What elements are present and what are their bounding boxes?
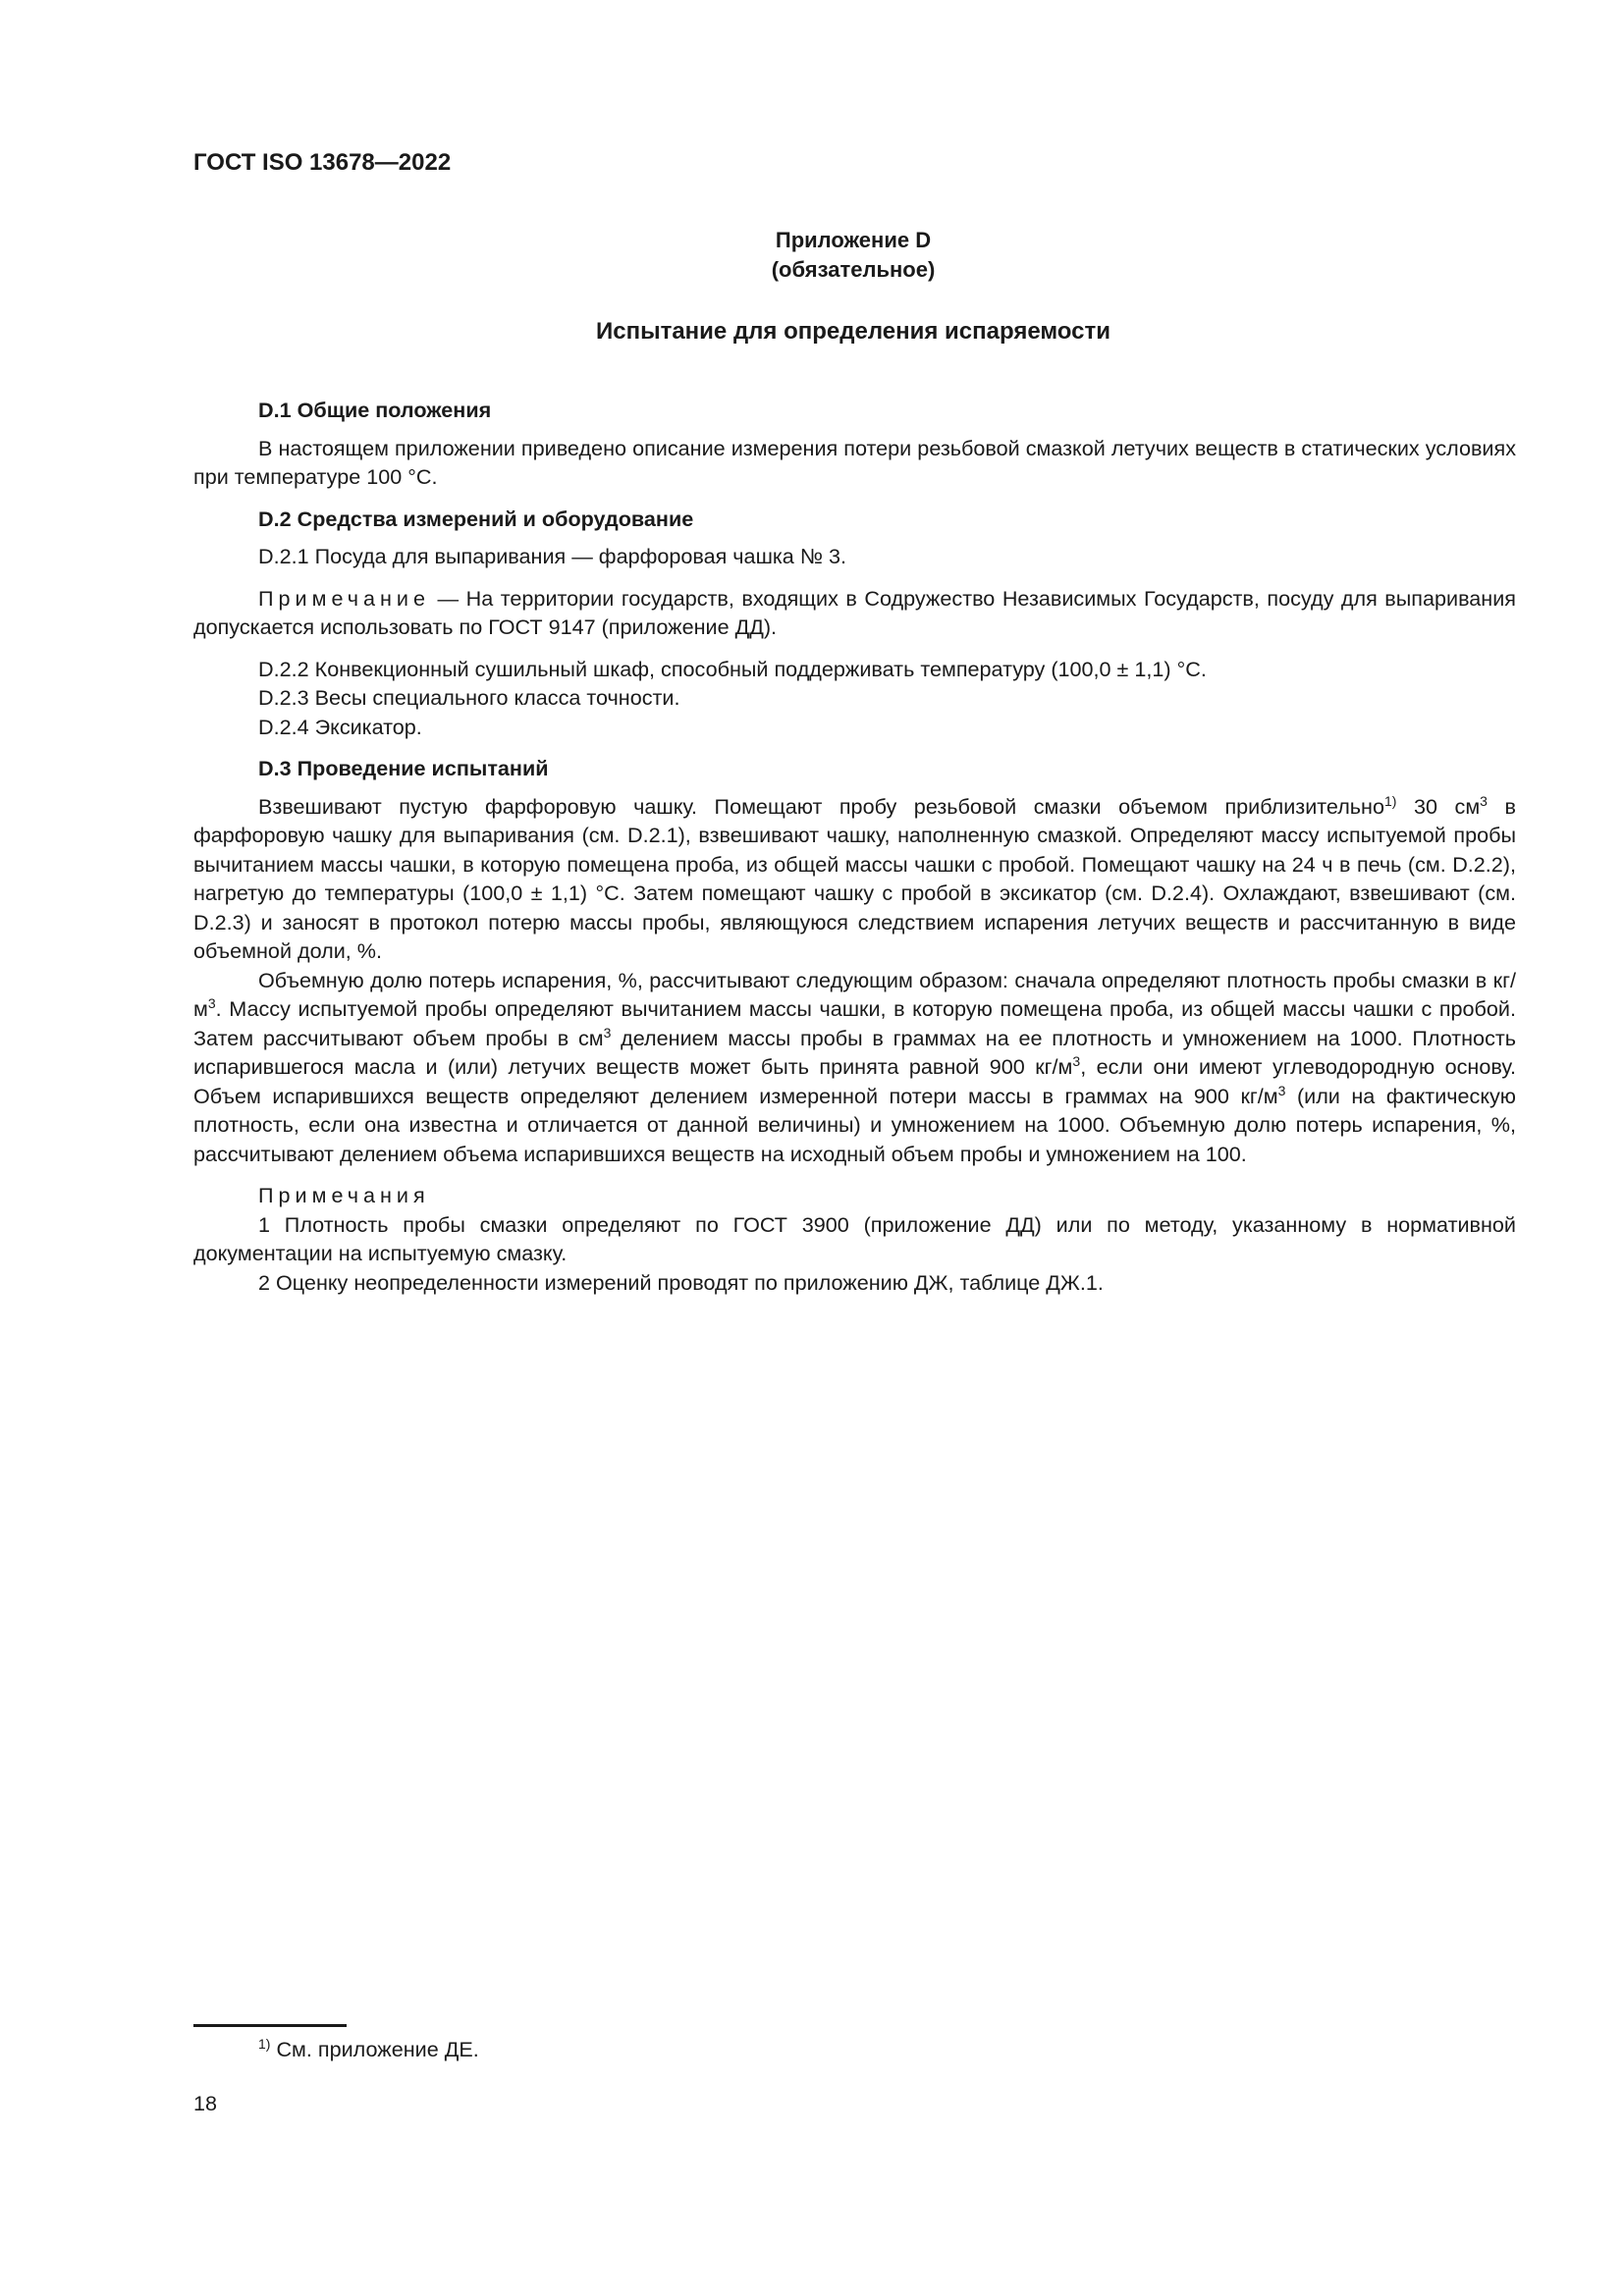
item-d2-4: D.2.4 Эксикатор.	[258, 714, 422, 739]
section-d3-heading: D.3 Проведение испытаний	[258, 756, 549, 780]
notes-label: Примечания	[258, 1183, 430, 1207]
document-body	[193, 396, 1516, 1297]
note-d2-1	[193, 584, 1516, 642]
appendix-title-block	[193, 226, 1513, 285]
note-2: 2 Оценку неопределенности измерений проводят по приложению ДЖ, таблице ДЖ.1.	[258, 1269, 1104, 1295]
section-d2-heading: D.2 Средства измерений и оборудование	[258, 506, 694, 531]
footnote	[258, 2037, 479, 2062]
footnote-rule	[193, 2024, 347, 2027]
appendix-heading: Испытание для определения испаряемости	[595, 318, 1110, 345]
section-d1-text: В настоящем приложении приведено описание измерения потери резьбовой смазкой летучих веществ в статических условиях при температуре 100 °С.	[193, 435, 1516, 489]
footnote-text: См. приложение ДЕ.	[270, 2037, 479, 2061]
note-text: — На территории государств, входящих в Содружество Независимых Государств, посуду для выпаривания допускается использовать по ГОСТ 9147 (приложение ДД).	[193, 585, 1516, 639]
item-d2-1: D.2.1 Посуда для выпаривания — фарфоровая чашка № 3.	[258, 544, 846, 568]
footnote-reference: 1)	[1383, 792, 1397, 809]
footnote-mark: 1)	[258, 2036, 271, 2052]
note-label: Примечание	[258, 585, 430, 611]
section-d1-heading: D.1 Общие положения	[258, 398, 492, 422]
item-d2-2: D.2.2 Конвекционный сушильный шкаф, способный поддерживать температуру (100,0 ± 1,1) °С.	[258, 656, 1207, 681]
section-d3-paragraph-2: Объемную долю потерь испарения, %, рассчитывают следующим образом: сначала определяют плотность пробы смазки в $кг/м^3$. Массу испытуемой пробы определяют вычитанием массы чашки, в которую помещена проба, из общей массы чашки с пробой. Затем рассчитывают объем пробы в $см^3$ делением массы пробы в граммах на ее плотность и умножением на 1000. Плотность испарившегося масла и (или) летучих веществ может быть принята равной 900 $кг/м^3$, если они имеют углеводородную основу. Объем испарившихся веществ определяют делением измеренной потери массы в граммах на 900 $кг/м^3$ (или на фактическую плотность, если она известна и отличается от данной величины) и умножением на 1000. Объемную долю потерь испарения, %, рассчитывают делением объема испарившихся веществ на исходный объем пробы и умножением на 100.	[193, 967, 1517, 1166]
page-number: 18	[193, 2091, 218, 2115]
note-1: 1 Плотность пробы смазки определяют по ГОСТ 3900 (приложение ДД) или по методу, указанному в нормативной документации на испытуемую смазку.	[193, 1211, 1516, 1265]
document-code: ГОСТ ISO 13678—2022	[193, 149, 452, 176]
appendix-status: (обязательное)	[771, 257, 936, 282]
section-d3-paragraph-1: Взвешивают пустую фарфоровую чашку. Помещают пробу резьбовой смазки объемом приблизительно$^{1)}$ 30 $см^3$ в фарфоровую чашку для выпаривания (см. D.2.1), взвешивают чашку, наполненную смазкой. Определяют массу испытуемой пробы вычитанием массы чашки, в которую помещена проба, из общей массы чашки с пробой. Помещают чашку на 24 ч в печь (см. D.2.2), нагретую до температуры (100,0 ± 1,1) °С. Затем помещают чашку с пробой в эксикатор (см. D.2.4). Охлаждают, взвешивают (см. D.2.3) и заносят в протокол потерю массы пробы, являющуюся следствием испарения летучих веществ и рассчитанную в виде объемной доли, %.	[193, 792, 1516, 963]
appendix-title: Приложение D	[775, 228, 932, 252]
item-d2-3: D.2.3 Весы специального класса точности.	[258, 685, 680, 710]
